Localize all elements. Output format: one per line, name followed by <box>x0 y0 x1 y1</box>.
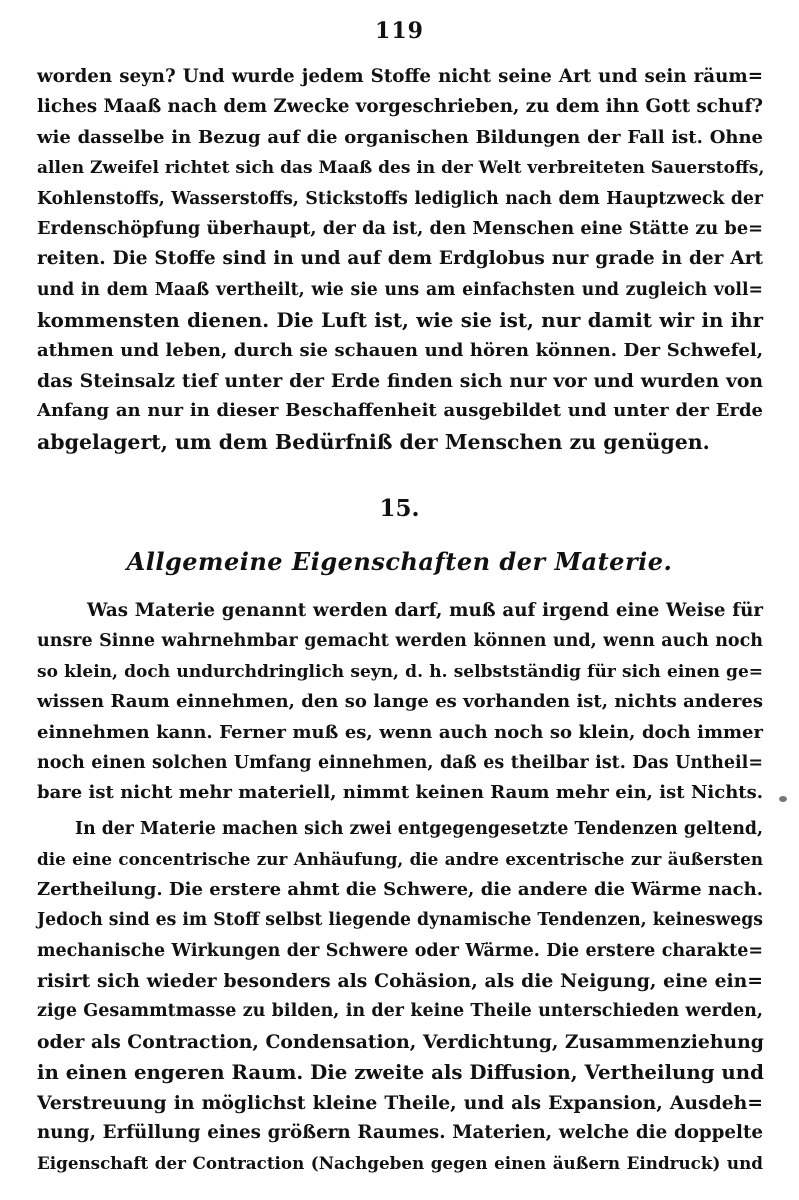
text-line: Anfang an nur in dieser Beschaffenheit ausgebildet und unter der Erde <box>37 400 763 422</box>
text-line: athmen und leben, durch sie schauen und hören können. Der Schwefel, <box>37 339 763 361</box>
paragraph-1 <box>37 62 763 457</box>
text-line: Verstreuung in möglichst kleine Theile, und als Expansion, Ausdeh= <box>37 1091 763 1114</box>
text-line: Kohlenstoffs, Wasserstoffs, Stickstoffs lediglich nach dem Hauptzweck der <box>37 188 763 209</box>
text-line: liches Maaß nach dem Zwecke vorgeschrieben, zu dem ihn Gott schuf? <box>37 96 763 118</box>
section-title: Allgemeine Eigenschaften der Materie. <box>126 547 673 576</box>
paragraph-3 <box>37 814 763 1179</box>
text-line: reiten. Die Stoffe sind in und auf dem Erdglobus nur grade in der Art <box>37 248 763 270</box>
text-line: noch einen solchen Umfang einnehmen, daß es theilbar ist. Das Untheil= <box>37 752 763 773</box>
text-line: Was Materie genannt werden darf, muß auf irgend eine Weise für <box>87 600 763 621</box>
section-number: 15. <box>379 495 420 522</box>
text-line: Jedoch sind es im Stoff selbst liegende dynamische Tendenzen, keineswegs <box>37 910 763 931</box>
text-line: bare ist nicht mehr materiell, nimmt keinen Raum mehr ein, ist Nichts. <box>37 782 763 804</box>
text-line: unsre Sinne wahrnehmbar gemacht werden können und, wenn auch noch <box>37 631 763 652</box>
text-line: wie dasselbe in Bezug auf die organischen Bildungen der Fall ist. Ohne <box>37 126 763 148</box>
text-line: mechanische Wirkungen der Schwere oder Wärme. Die erstere charakte= <box>37 940 763 961</box>
text-line: allen Zweifel richtet sich das Maaß des in der Welt verbreiteten Sauerstoffs, <box>37 158 765 179</box>
text-line: Eigenschaft der Contraction (Nachgeben gegen einen äußern Eindruck) und <box>37 1153 763 1174</box>
text-line: Zertheilung. Die erstere ahmt die Schwere, die andere die Wärme nach. <box>37 878 763 900</box>
text-line: zige Gesammtmasse zu bilden, in der keine Theile unterschieden werden, <box>37 1001 763 1022</box>
text-line: nung, Erfüllung eines größern Raumes. Materien, welche die doppelte <box>37 1121 763 1143</box>
ink-spot <box>779 796 787 802</box>
text-line: wissen Raum einnehmen, den so lange es vorhanden ist, nichts anderes <box>37 691 763 713</box>
text-line: die eine concentrische zur Anhäufung, die andre excentrische zur äußersten <box>37 849 763 870</box>
text-line: In der Materie machen sich zwei entgegengesetzte Tendenzen geltend, <box>75 819 763 839</box>
text-line: oder als Contraction, Condensation, Verdichtung, Zusammenziehung <box>37 1030 764 1053</box>
page-number: 119 <box>375 18 424 44</box>
text-line: so klein, doch undurchdringlich seyn, d. h. selbstständig für sich einen ge= <box>37 661 763 682</box>
text-line: abgelagert, um dem Bedürfniß der Menschen zu genügen. <box>37 429 710 454</box>
text-line: risirt sich wieder besonders als Cohäsion, als die Neigung, eine ein= <box>37 969 763 992</box>
paragraph-2 <box>37 596 763 809</box>
text-line: das Steinsalz tief unter der Erde finden sich nur vor und wurden von <box>37 369 763 392</box>
text-line: kommensten dienen. Die Luft ist, wie sie ist, nur damit wir in ihr <box>37 308 763 333</box>
text-line: Erdenschöpfung überhaupt, der da ist, den Menschen eine Stätte zu be= <box>37 217 763 239</box>
text-line: worden seyn? Und wurde jedem Stoffe nicht seine Art und sein räum= <box>37 66 763 87</box>
text-line: in einen engeren Raum. Die zweite als Diffusion, Vertheilung und <box>37 1060 764 1085</box>
text-line: einnehmen kann. Ferner muß es, wenn auch noch so klein, doch immer <box>37 721 763 743</box>
text-line: und in dem Maaß vertheilt, wie sie uns am einfachsten und zugleich voll= <box>37 279 763 300</box>
